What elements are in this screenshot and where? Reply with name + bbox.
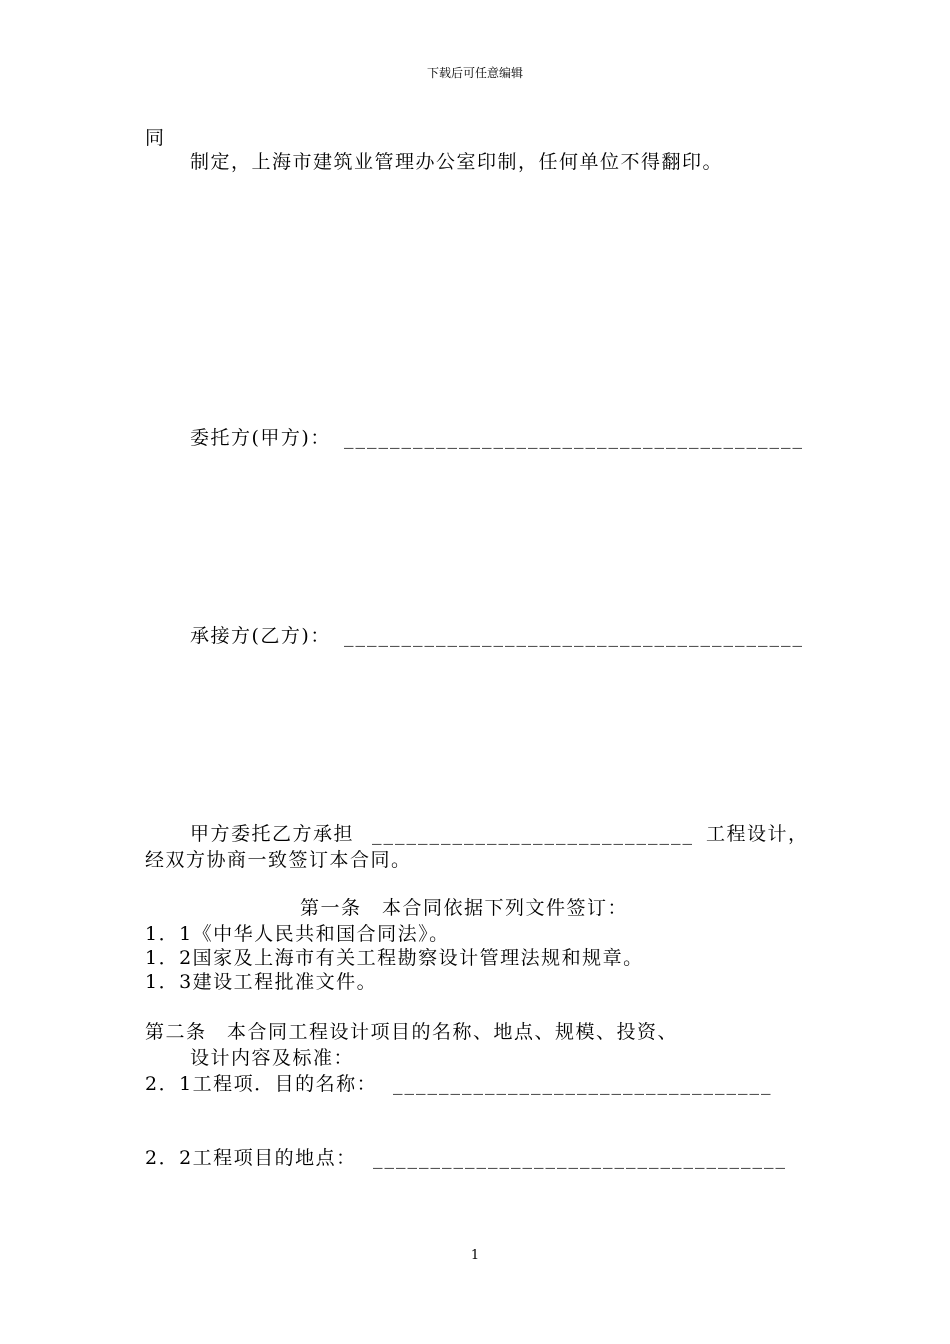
page-number: 1 <box>470 1248 480 1263</box>
article1-item: 1．1《中华人民共和国合同法》。 <box>145 923 450 945</box>
party-b-blank: ________________________________________ <box>344 625 804 647</box>
project-location-blank: ____________________________________ <box>373 1147 787 1169</box>
continued-character: 同 <box>145 127 166 149</box>
party-a-blank: ________________________________________ <box>344 427 804 449</box>
intro-project-blank: ____________________________ <box>372 823 694 845</box>
article2-item1-label: 2．1工程项．目的名称： <box>145 1073 378 1095</box>
article2-title-cont: 设计内容及标准： <box>190 1047 355 1069</box>
article1-item: 1．2国家及上海市有关工程勘察设计管理法规和规章。 <box>145 947 644 969</box>
page-header: 下载后可任意编辑 <box>426 66 523 80</box>
project-name-blank: _________________________________ <box>393 1073 773 1095</box>
article1-item: 1．3建设工程批准文件。 <box>145 971 378 993</box>
article1-title: 第一条 本合同依据下列文件签订： <box>300 897 629 919</box>
article2-title: 第二条 本合同工程设计项目的名称、地点、规模、投资、 <box>145 1021 679 1043</box>
party-a-label: 委托方(甲方)： <box>190 427 331 449</box>
intro-line1-prefix: 甲方委托乙方承担 <box>190 823 355 845</box>
article2-item2-label: 2．2工程项目的地点： <box>145 1147 357 1169</box>
copyright-line: 制定，上海市建筑业管理办公室印制，任何单位不得翻印。 <box>190 151 724 173</box>
intro-line1-suffix: 工程设计， <box>706 823 809 845</box>
party-b-label: 承接方(乙方)： <box>190 625 331 647</box>
intro-line2: 经双方协商一致签订本合同。 <box>145 849 412 871</box>
